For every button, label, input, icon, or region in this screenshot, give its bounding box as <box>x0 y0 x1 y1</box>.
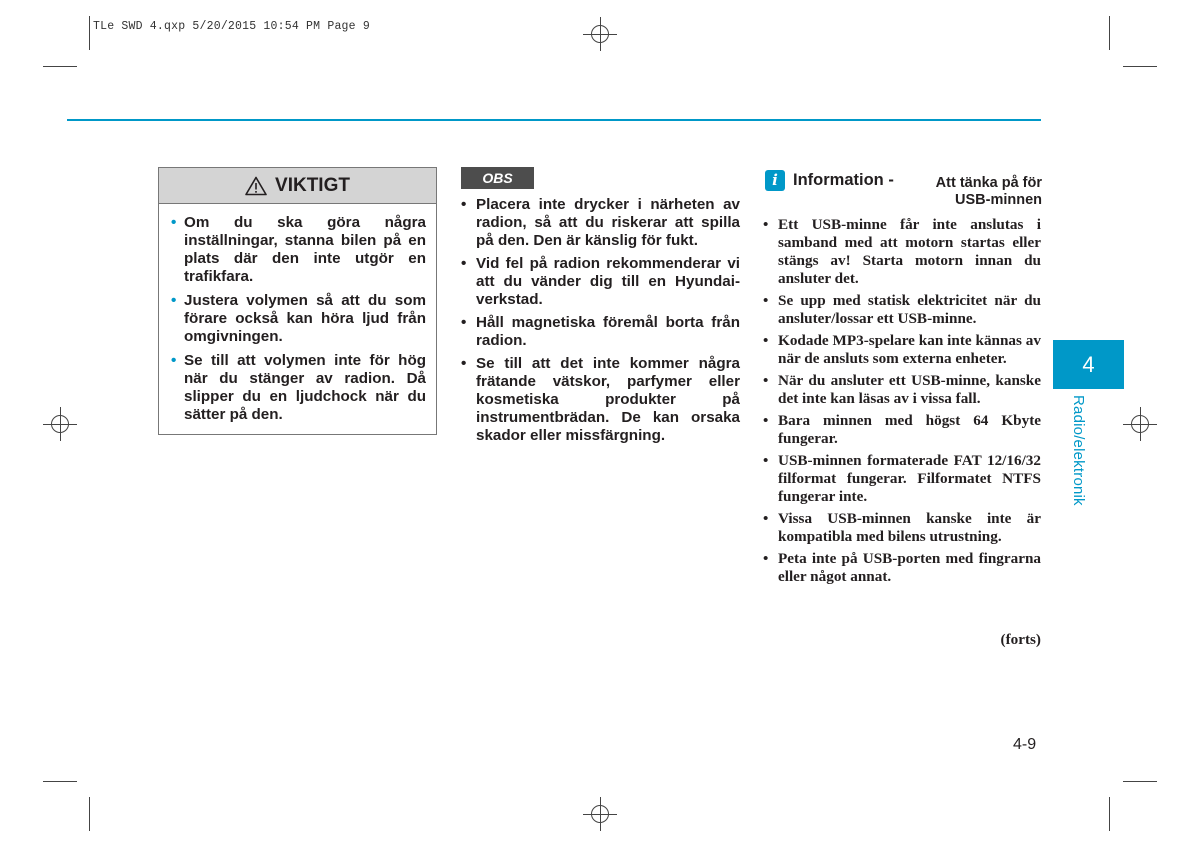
page-number: 4-9 <box>1013 736 1037 753</box>
information-item: • USB-minnen formaterade FAT 12/16/32 filformat fungerar. Filformatet NTFS fungerar inte. <box>763 452 1041 506</box>
chapter-label: Radio/elektronik <box>1070 395 1087 506</box>
information-subtitle: Att tänka på för USB-minnen <box>935 175 1042 208</box>
registration-mark <box>43 407 77 441</box>
information-header <box>765 170 1042 212</box>
obs-item: • Håll magnetiska föremål borta från radion. <box>461 314 740 350</box>
information-item: • Se upp med statisk elektricitet när du ansluter/lossar ett USB-minne. <box>763 292 1041 328</box>
crop-mark <box>89 16 90 50</box>
registration-mark <box>583 797 617 831</box>
crop-mark <box>43 66 77 67</box>
header-rule <box>67 119 1041 121</box>
information-label: Information - <box>793 171 894 189</box>
obs-item: • Se till att det inte kommer några frätande vätskor, parfymer eller kosmetiska produkter på instrumentbrädan. De kan orsaka skador eller missfärgning. <box>461 355 740 445</box>
chapter-tab: 4 <box>1053 340 1124 389</box>
crop-mark <box>1123 66 1157 67</box>
continued-label: (forts) <box>1000 631 1041 648</box>
information-item: • Peta inte på USB-porten med fingrarna eller något annat. <box>763 550 1041 586</box>
crop-mark <box>1109 16 1110 50</box>
information-item: • Kodade MP3-spelare kan inte kännas av när de ansluts som externa enheter. <box>763 332 1041 368</box>
warning-list <box>159 204 436 424</box>
warning-item: • Justera volymen så att du som förare också kan höra ljud från omgivningen. <box>171 292 426 346</box>
warning-item: • Om du ska göra några inställningar, stanna bilen på en plats där den inte utgör en trafikfara. <box>171 214 426 286</box>
obs-list <box>461 196 740 450</box>
warning-item: • Se till att volymen inte för hög när du stänger av radion. Då slipper du en ljudchock när du sätter på den. <box>171 352 426 424</box>
print-header: TLe SWD 4.qxp 5/20/2015 10:54 PM Page 9 <box>93 20 370 33</box>
information-item: • Bara minnen med högst 64 Kbyte fungerar. <box>763 412 1041 448</box>
crop-mark <box>89 797 90 831</box>
obs-tag: OBS <box>461 167 534 189</box>
information-item: • När du ansluter ett USB-minne, kanske det inte kan läsas av i vissa fall. <box>763 372 1041 408</box>
registration-mark <box>583 17 617 51</box>
information-list <box>763 216 1041 590</box>
crop-mark <box>43 781 77 782</box>
info-icon: i <box>765 170 785 191</box>
warning-header <box>159 168 436 204</box>
warning-box <box>158 167 437 435</box>
information-item: • Ett USB-minne får inte anslutas i samband med att motorn startas eller stängs av! Starta motorn innan du ansluter det. <box>763 216 1041 288</box>
crop-mark <box>1123 781 1157 782</box>
warning-triangle-icon <box>245 176 267 196</box>
obs-item: • Vid fel på radion rekommenderar vi att du vänder dig till en Hyundai-verkstad. <box>461 255 740 309</box>
registration-mark <box>1123 407 1157 441</box>
crop-mark <box>1109 797 1110 831</box>
warning-title: VIKTIGT <box>275 174 350 196</box>
information-item: • Vissa USB-minnen kanske inte är kompatibla med bilens utrustning. <box>763 510 1041 546</box>
obs-item: • Placera inte drycker i närheten av radion, så att du riskerar att spilla på den. Den är känslig för fukt. <box>461 196 740 250</box>
